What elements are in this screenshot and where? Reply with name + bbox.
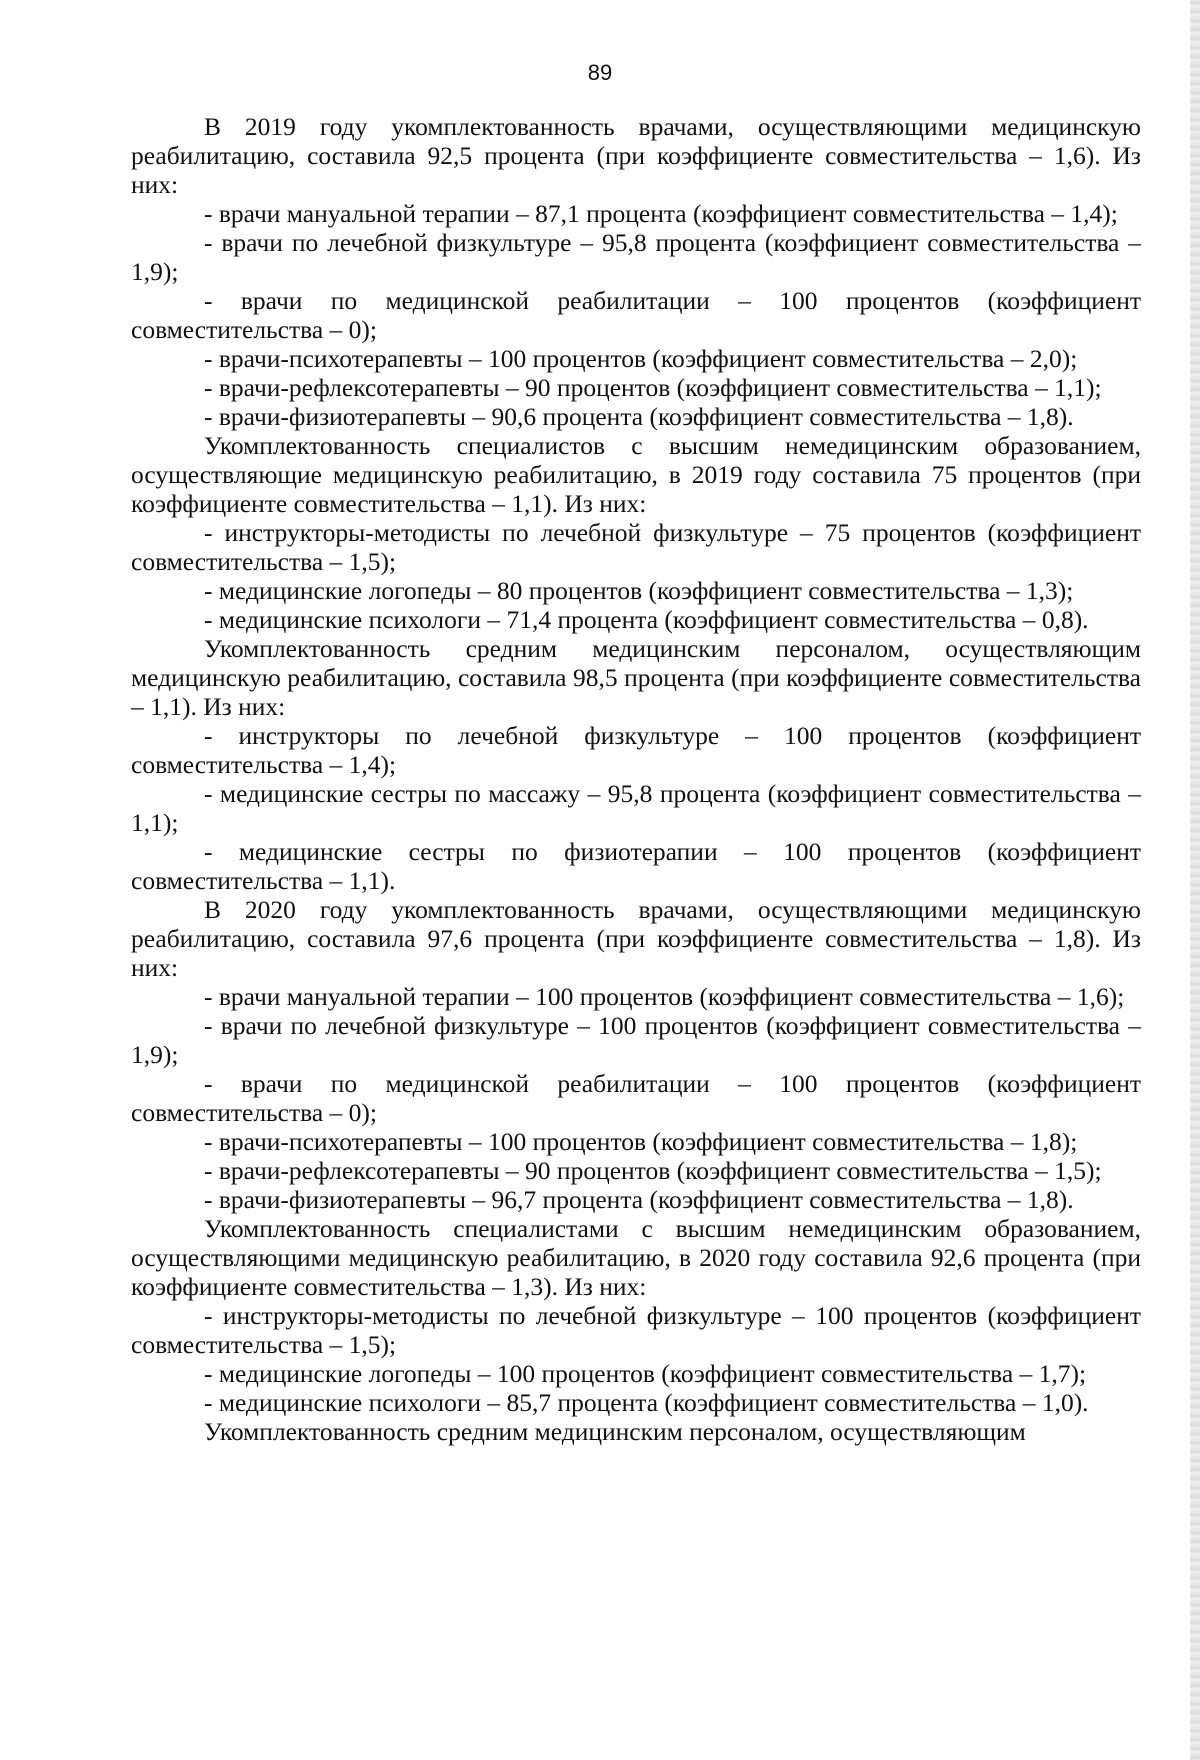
list-item: - врачи по лечебной физкультуре – 95,8 процента (коэффициент совместительства – 1,9);: [131, 228, 1141, 286]
list-item: - врачи-рефлексотерапевты – 90 процентов (коэффициент совместительства – 1,1);: [204, 373, 1102, 402]
list-item: - медицинские психологи – 85,7 процента (коэффициент совместительства – 1,0).: [204, 1388, 1089, 1417]
document-body: [131, 112, 1141, 1446]
list-item: - инструкторы-методисты по лечебной физкультуре – 75 процентов (коэффициент совместительства – 1,5);: [131, 518, 1141, 576]
list-item: - медицинские логопеды – 100 процентов (коэффициент совместительства – 1,7);: [204, 1359, 1087, 1388]
list-item: - врачи по медицинской реабилитации – 100 процентов (коэффициент совместительства – 0);: [131, 286, 1141, 344]
list-item: - врачи-психотерапевты – 100 процентов (коэффициент совместительства – 2,0);: [204, 344, 1078, 373]
paragraph: Укомплектованность специалистами с высшим немедицинским образованием, осуществляющими медицинскую реабилитацию, в 2020 году составила 92,6 процента (при коэффициенте совместительства – 1,3). Из них:: [131, 1214, 1141, 1301]
page-number: 89: [587, 60, 613, 85]
list-item: - медицинские сестры по физиотерапии – 100 процентов (коэффициент совместительства – 1,1).: [131, 837, 1141, 895]
list-item: - врачи-физиотерапевты – 90,6 процента (коэффициент совместительства – 1,8).: [204, 402, 1074, 431]
list-item: - инструкторы по лечебной физкультуре – 100 процентов (коэффициент совместительства – 1,4);: [131, 721, 1141, 779]
scan-edge: [1190, 0, 1200, 1760]
list-item: - врачи мануальной терапии – 100 процентов (коэффициент совместительства – 1,6);: [204, 982, 1125, 1011]
list-item: - медицинские логопеды – 80 процентов (коэффициент совместительства – 1,3);: [204, 576, 1074, 605]
list-item: - врачи мануальной терапии – 87,1 процента (коэффициент совместительства – 1,4);: [204, 199, 1118, 228]
paragraph: Укомплектованность специалистов с высшим немедицинским образованием, осуществляющие медицинскую реабилитацию, в 2019 году составила 75 процентов (при коэффициенте совместительства – 1,1). Из них:: [131, 431, 1141, 518]
paragraph: В 2020 году укомплектованность врачами, осуществляющими медицинскую реабилитацию, составила 97,6 процента (при коэффициенте совместительства – 1,8). Из них:: [131, 895, 1141, 982]
paragraph: Укомплектованность средним медицинским персоналом, осуществляющим: [204, 1417, 1026, 1446]
list-item: - врачи по лечебной физкультуре – 100 процентов (коэффициент совместительства – 1,9);: [131, 1011, 1141, 1069]
list-item: - врачи-физиотерапевты – 96,7 процента (коэффициент совместительства – 1,8).: [204, 1185, 1074, 1214]
list-item: - врачи по медицинской реабилитации – 100 процентов (коэффициент совместительства – 0);: [131, 1069, 1141, 1127]
list-item: - врачи-рефлексотерапевты – 90 процентов (коэффициент совместительства – 1,5);: [204, 1156, 1102, 1185]
paragraph: Укомплектованность средним медицинским персоналом, осуществляющим медицинскую реабилитацию, составила 98,5 процента (при коэффициенте совместительства – 1,1). Из них:: [131, 634, 1141, 721]
list-item: - инструкторы-методисты по лечебной физкультуре – 100 процентов (коэффициент совместительства – 1,5);: [131, 1301, 1141, 1359]
list-item: - врачи-психотерапевты – 100 процентов (коэффициент совместительства – 1,8);: [204, 1127, 1078, 1156]
list-item: - медицинские сестры по массажу – 95,8 процента (коэффициент совместительства – 1,1);: [131, 779, 1141, 837]
list-item: - медицинские психологи – 71,4 процента (коэффициент совместительства – 0,8).: [204, 605, 1089, 634]
paragraph: В 2019 году укомплектованность врачами, осуществляющими медицинскую реабилитацию, составила 92,5 процента (при коэффициенте совместительства – 1,6). Из них:: [131, 112, 1141, 199]
